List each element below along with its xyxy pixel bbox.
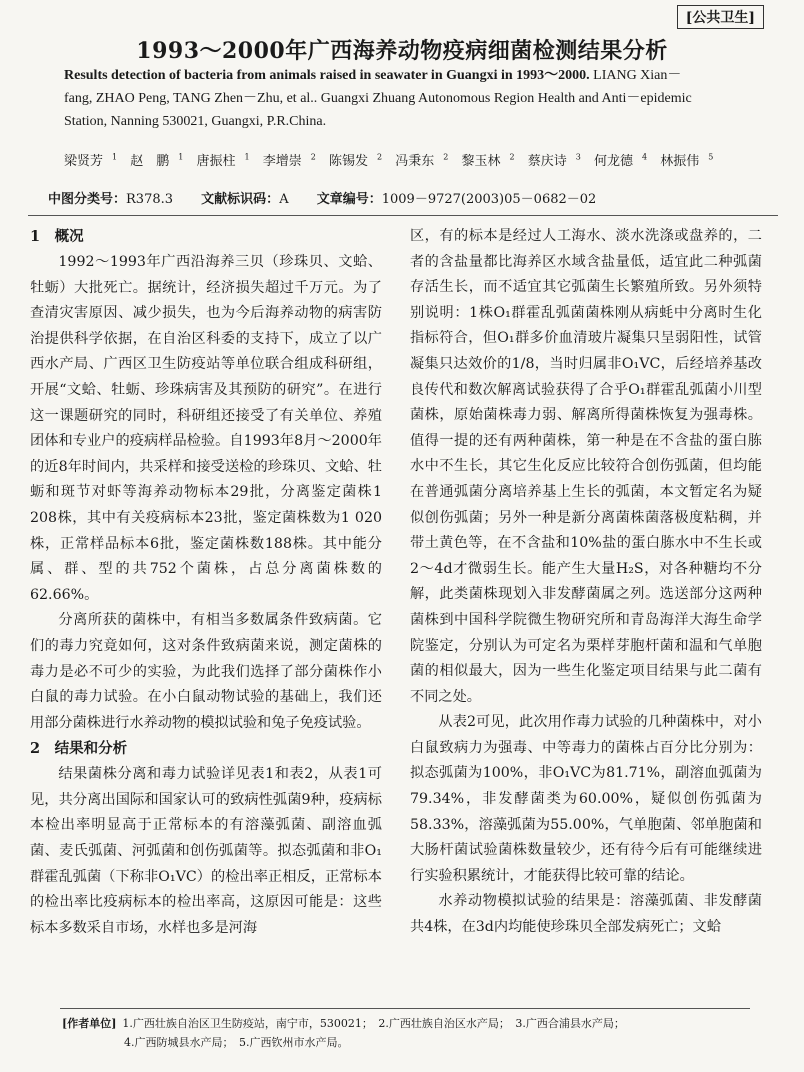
english-abstract-header — [64, 64, 754, 133]
paragraph: 从表2可见，此次用作毒力试验的几种菌株中，对小白鼠致病力为强毒、中等毒力的菌株占百分比分别为：拟态弧菌为100%，非O₁VC为81.71%，副溶血弧菌为79.34%，非发酵菌类为60.00%，疑似创伤弧菌为58.33%，溶藻弧菌为55.00%，气单胞菌、邻单胞菌和大肠杆菌试验菌株数量较少，还有待今后有可能继续进行实验积累统计，才能获得比较可靠的结论。 — [410, 714, 762, 884]
author-list — [64, 150, 764, 169]
author: 黎玉林 $^2$ — [461, 152, 515, 169]
article-metadata — [48, 188, 768, 207]
paragraph: 结果菌株分离和毒力试验详见表1和表2，从表1可见，共分离出国际和国家认可的致病性弧菌9种，疫病标本检出率明显高于正常标本的有溶藻弧菌、副溶血弧菌、麦氏弧菌、河弧菌和创伤弧菌等。拟态弧菌和非O₁群霍乱弧菌（下称非O₁VC）的检出率正相反，正常标本的检出率比疫病标本的检出率高，这原因可能是：这些标本多数采自市场，水样也多是河海 — [30, 766, 382, 936]
paper-title: 1993～2000年广西海养动物疫病细菌检测结果分析 — [136, 38, 668, 64]
paragraph: 水养动物模拟试验的结果是：溶藻弧菌、非发酵菌共4株，在3d内均能使珍珠贝全部发病死亡；文蛤 — [410, 893, 762, 936]
author: 赵 鹏 $^1$ — [130, 152, 184, 169]
author: 蔡庆诗 $^3$ — [527, 152, 581, 169]
footnote-divider — [60, 1008, 750, 1009]
document-code: 文献标识码：A — [201, 192, 289, 207]
author: 李增崇 $^2$ — [262, 152, 316, 169]
paragraph: 1992～1993年广西沿海养三贝（珍珠贝、文蛤、牡蛎）大批死亡。据统计，经济损失超过千万元。为了查清灾害原因、减少损失，也为今后海养动物的病害防治提供科学依据，在自治区科委的支持下，成立了以广西水产局、广西区卫生防疫站等单位联合组成科研组，开展“文蛤、牡蛎、珍珠病害及其预防的研究”。在进行这一课题研究的同时，科研组还接受了有关单位、养殖团体和专业户的疫病样品检验。自1993年8月～2000年的近8年时间内，共采样和接受送检的珍珠贝、文蛤、牡蛎和斑节对虾等海养动物标本29批，分离鉴定菌株1 208株，其中有关疫病标本23批，鉴定菌株数为1 020株，正常样品标本6批，鉴定菌株数188株。其中能分属、群、型的共752个菌株，占总分离菌株数的62.66%。 — [30, 254, 382, 603]
english-line-2: fang, ZHAO Peng, TANG Zhen－Zhu, et al.. Guangxi Zhuang Autonomous Region Health and Anti－epidemic — [64, 91, 692, 106]
section-tag: [公共卫生] — [677, 5, 764, 29]
footnote-line-1: 1.广西壮族自治区卫生防疫站，南宁市，530021； 2.广西壮族自治区水产局； 3.广西合浦县水产局； — [122, 1017, 625, 1030]
paragraph: 区，有的标本是经过人工海水、淡水洗涤或盘养的，二者的含盐量都比海养区水域含盐量低，适宜此二种弧菌存活生长，而不适宜其它弧菌生长繁殖所致。另外须特别说明：1株O₁群霍乱弧菌菌株刚从病蚝中分离时生化指标符合，但O₁群多价血清玻片凝集只呈弱阳性，试管凝集只达效价的1/8，当时归属非O₁VC，后经培养基改良传代和数次解离试验获得了合乎O₁群霍乱弧菌小川型菌株，原始菌株毒力弱、解离所得菌株恢复为强毒株。值得一提的还有两种菌株，第一种是在不含盐的蛋白胨水中不生长，其它生化反应比较符合创伤弧菌，但均能在普通弧菌分离培养基上生长的弧菌，本文暂定名为疑似创伤弧菌；另外一种是新分离菌株菌落极度粘稠，并带土黄色等，在不含盐和10%盐的蛋白胨水中不生长或2～4d才微弱生长。能产生大量H₂S，对各种糖均不分解，此类菌株现划入非发酵菌属之列。选送部分这两种菌株到中国科学院微生物研究所和青岛海洋大海生命学院鉴定，分别认为可定名为栗样芽胞杆菌和温和气单胞菌的相似最大，因为一些生化鉴定项目结果与此二菌有不同之处。 — [410, 228, 762, 705]
article-id: 文章编号：1009－9727(2003)05－0682－02 — [316, 192, 597, 207]
author: 陈锡发 $^2$ — [329, 152, 383, 169]
author: 唐振柱 $^1$ — [196, 152, 250, 169]
clc-number: 中图分类号：R378.3 — [48, 192, 174, 207]
section-heading-results: 2 结果和分析 — [30, 740, 128, 758]
author: 何龙德 $^4$ — [594, 152, 648, 169]
english-line-1 — [64, 64, 754, 87]
footnote-label: [作者单位] — [62, 1017, 117, 1030]
english-authors-start: LIANG Xian－ — [589, 68, 682, 83]
author: 梁贤芳 $^1$ — [64, 152, 118, 169]
english-line-3: Station, Nanning 530021, Guangxi, P.R.China. — [64, 114, 327, 129]
right-column — [410, 224, 762, 941]
author: 冯秉东 $^2$ — [395, 152, 449, 169]
header-divider — [28, 215, 778, 216]
section-heading-overview: 1 概况 — [30, 228, 84, 245]
left-column — [30, 224, 382, 941]
author-affiliations — [62, 1014, 762, 1052]
english-title: Results detection of bacteria from animals raised in seawater in Guangxi in 1993～2000. — [64, 68, 590, 83]
footnote-line-2: 4.广西防城县水产局； 5.广西钦州市水产局。 — [124, 1036, 349, 1049]
paragraph: 分离所获的菌株中，有相当多数属条件致病菌。它们的毒力究竟如何，这对条件致病菌来说，测定菌株的毒力是必不可少的实验，为此我们选择了部分菌株作小白鼠的毒力试验。在小白鼠动物试验的基础上，我们还用部分菌株进行水养动物的模拟试验和兔子免疫试验。 — [30, 612, 382, 731]
author: 林振伟 $^5$ — [660, 152, 714, 169]
